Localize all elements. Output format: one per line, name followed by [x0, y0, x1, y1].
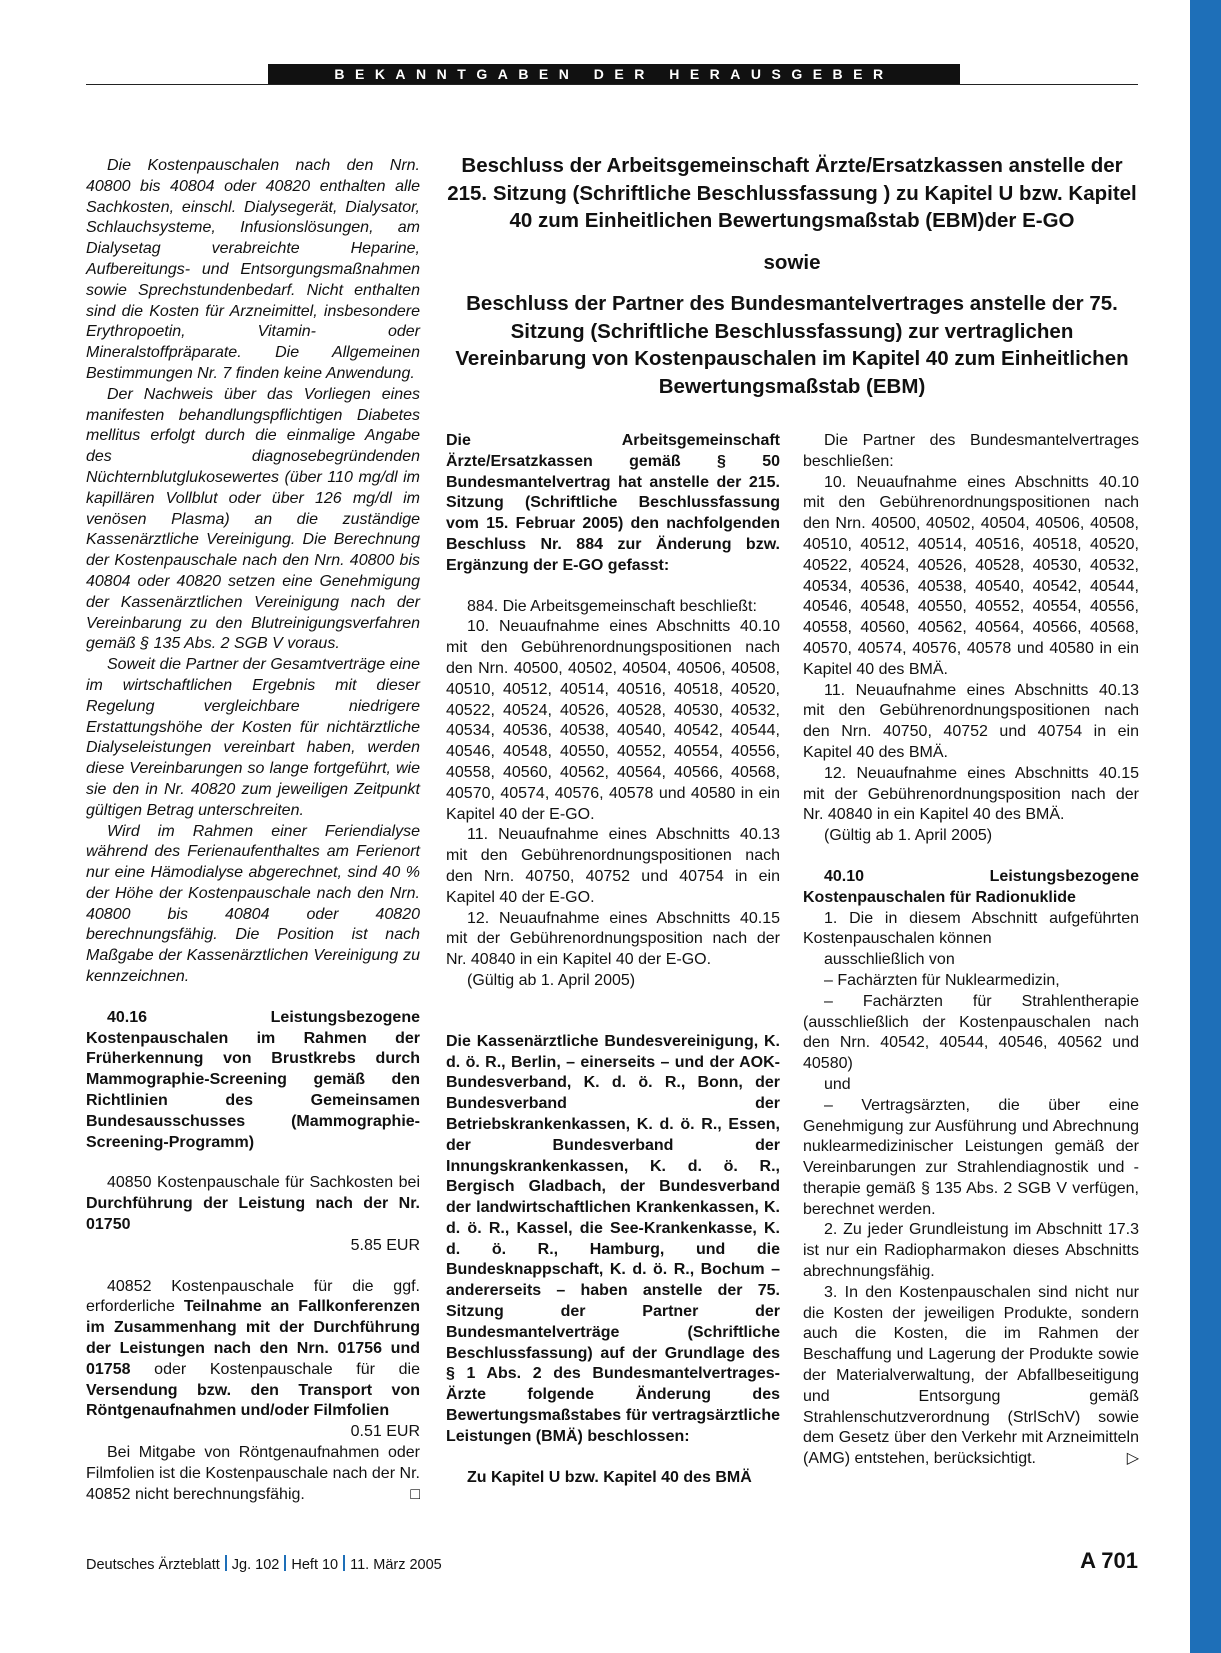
price-40852: 0.51 EUR	[350, 1423, 420, 1441]
page-footer	[86, 1548, 1138, 1577]
paragraph-gesamtvertraege: Soweit die Partner der Gesamtverträge eine im wirtschaftlichen Ergebnis mit dieser Regelung vergleichbare niedrigere Erstattungshöhe der Kosten für nichtärztliche Dialyseleistungen vereinbart haben, werden diese Vereinbarungen so lange fortgeführt, wie sie den in Nr. 40820 zum jeweiligen Zeitpunkt gültigen Betrag unterschreiten.	[86, 656, 420, 819]
title-sowie: sowie	[763, 250, 821, 274]
title-part-2: Beschluss der Partner des Bundesmantelvertrages anstelle der 75. Sitzung (Schriftliche Beschlussfassung) zur vertraglichen Vereinbarung von Kostenpauschalen im Kapitel 40 zum Einheitlichen Bewertungsmaßstab (EBM)	[455, 292, 1129, 398]
heading-40-10: 40.10 Leistungsbezogene Kostenpauschalen für Radionuklide	[803, 867, 1139, 906]
paragraph-intro-ag: Die Arbeitsgemeinschaft Ärzte/Ersatzkassen gemäß § 50 Bundesmantelvertrag hat anstelle der 215. Sitzung (Schriftliche Beschlussfassung vom 15. Februar 2005) den nachfolgenden Beschluss Nr. 884 zur Änderung bzw. Ergänzung der E-GO gefasst:	[446, 432, 780, 574]
list-und: und	[824, 1075, 851, 1093]
left-column	[86, 156, 420, 1505]
journal-volume: Jg. 102	[231, 1557, 280, 1573]
middle-column	[446, 431, 780, 1488]
paragraph-mitgabe: Bei Mitgabe von Röntgenaufnahmen oder Filmfolien ist die Kostenpauschale nach der Nr. 40852 nicht berechnungsfähig. □	[86, 1443, 420, 1505]
paragraph-feriendialyse: Wird im Rahmen einer Feriendialyse während des Ferienaufenthaltes am Ferienort nur eine Hämodialyse abgerechnet, sind 40 % der Höhe der Kostenpauschale nach den Nrn. 40800 bis 40804 oder 40820 berechnungsfähig. Die Position ist nach Maßgabe der Kassenärztlichen Vereinigung zu kennzeichnen.	[86, 822, 420, 986]
journal-date: 11. März 2005	[350, 1557, 442, 1573]
article-title	[446, 152, 1138, 400]
paragraph-nachweis: Der Nachweis über das Vorliegen eines manifesten behandlungspflichtigen Diabetes mellitus erfolgt durch die einmalige Angabe des diagnosebegründenden Nüchternblutglukosewertes (über 110 mg/dl im kapillären Vollblut oder über 126 mg/dl im venösen Plasma) an die zuständige Kassenärztliche Vereinigung. Die Berechnung der Kostenpauschale nach den Nrn. 40800 bis 40804 oder 40820 setzen eine Genehmigung der Kassenärztlichen Vereinigung nach der Vereinbarung zu den Blutreinigungsverfahren gemäß § 135 Abs. 2 SGB V voraus.	[86, 385, 420, 653]
page-number: A 701	[1080, 1548, 1138, 1573]
valid-date-bmae: (Gültig ab 1. April 2005)	[824, 827, 993, 845]
header-rule	[86, 84, 1138, 85]
end-mark: □	[410, 1485, 420, 1503]
continue-mark: ▷	[1126, 1450, 1139, 1468]
edge-color-bar	[1190, 0, 1221, 1653]
item-40850: 40850 Kostenpauschale für Sachkosten bei Durchführung der Leistung nach der Nr. 01750	[86, 1174, 420, 1234]
item-40852: 40852 Kostenpauschale für die ggf. erforderliche Teilnahme an Fallkonferenzen im Zusammenhang mit der Durchführung der Leistungen nach den Nrn. 01756 und 01758 oder Kostenpauschale für die Versendung bzw. den Transport von Röntgenaufnahmen und/oder Filmfolien	[86, 1277, 420, 1420]
journal-issue: Heft 10	[291, 1557, 339, 1573]
heading-zu-kapitel: Zu Kapitel U bzw. Kapitel 40 des BMÄ	[467, 1468, 752, 1486]
paragraph-10-ego: 10. Neuaufnahme eines Abschnitts 40.10 mit den Gebührenordnungspositionen nach den Nrn. 40500, 40502, 40504, 40506, 40508, 40510, 40512, 40514, 40516, 40518, 40520, 40522, 40524, 40526, 40528, 40530, 40532, 40534, 40536, 40538, 40540, 40542, 40544, 40546, 40548, 40550, 40552, 40554, 40556, 40558, 40560, 40562, 40564, 40566, 40568, 40570, 40574, 40576, 40578 und 40580 in ein Kapitel 40 der E-GO.	[446, 618, 780, 823]
title-part-1: Beschluss der Arbeitsgemeinschaft Ärzte/Ersatzkassen anstelle der 215. Sitzung (Schriftliche Beschlussfassung ) zu Kapitel U bzw. Kapitel 40 zum Einheitlichen Bewertungsmaßstab (EBM)der E-GO	[447, 154, 1137, 232]
list-nuklearmedizin: – Fachärzten für Nuklearmedizin,	[824, 971, 1060, 989]
paragraph-10-bmae: 10. Neuaufnahme eines Abschnitts 40.10 mit den Gebührenordnungspositionen nach den Nrn. 40500, 40502, 40504, 40506, 40508, 40510, 40512, 40514, 40516, 40518, 40520, 40522, 40524, 40526, 40528, 40530, 40532, 40534, 40536, 40538, 40540, 40542, 40544, 40546, 40548, 40550, 40552, 40554, 40556, 40558, 40560, 40562, 40564, 40566, 40568, 40570, 40574, 40576, 40578 und 40580 in ein Kapitel 40 des BMÄ.	[803, 473, 1139, 678]
valid-date-ego: (Gültig ab 1. April 2005)	[467, 971, 636, 989]
paragraph-kbv: Die Kassenärztliche Bundesvereinigung, K. d. ö. R., Berlin, – einerseits – und der AOK-Bundesverband, K. d. ö. R., Bonn, der Bundesverband der Betriebskrankenkassen, K. d. ö. R., Essen, der Bundesverband der Innungskrankenkassen, K. d. ö. R., Bergisch Gladbach, der Bundesverband der landwirtschaftlichen Krankenkassen, K. d. ö. R., Kassel, die See-Krankenkasse, K. d. ö. R., Hamburg, und die Bundesknappschaft, K. d. ö. R., Bochum – andererseits – haben anstelle der 75. Sitzung der Partner der Bundesmantelverträge (Schriftliche Beschlussfassung) auf der Grundlage des § 1 Abs. 2 des Bundesmantelvertrages-Ärzte folgende Änderung des Bewertungsmaßstabes für vertragsärztliche Leistungen (BMÄ) beschlossen:	[446, 1032, 780, 1445]
section-header: BEKANNTGABEN DER HERAUSGEBER	[268, 64, 960, 84]
journal-name: Deutsches Ärzteblatt	[86, 1557, 220, 1573]
paragraph-r2: 2. Zu jeder Grundleistung im Abschnitt 17.3 ist nur ein Radiopharmakon dieses Abschnitts abrechnungsfähig.	[803, 1221, 1139, 1281]
paragraph-r1b: ausschließlich von	[824, 951, 955, 969]
heading-40-16: 40.16 Leistungsbezogene Kostenpauschalen im Rahmen der Früherkennung von Brustkrebs durch Mammographie-Screening gemäß den Richtlinien des Gemeinsamen Bundesausschusses (Mammographie-Screening-Programm)	[86, 1008, 420, 1151]
right-column	[803, 431, 1139, 1470]
paragraph-12-ego: 12. Neuaufnahme eines Abschnitts 40.15 mit der Gebührenordnungsposition nach der Nr. 40840 in ein Kapitel 40 der E-GO.	[446, 909, 780, 969]
paragraph-884: 884. Die Arbeitsgemeinschaft beschließt:	[467, 597, 757, 615]
list-vertragsaerzte: – Vertragsärzten, die über eine Genehmigung zur Ausführung und Abrechnung nuklearmedizinischer Leistungen gemäß der Vereinbarungen zur Strahlendiagnostik und -therapie gemäß § 135 Abs. 2 SGB V verfügen, berechnet werden.	[803, 1096, 1139, 1218]
paragraph-intro-partner: Die Partner des Bundesmantelvertrages beschließen:	[803, 432, 1139, 470]
paragraph-12-bmae: 12. Neuaufnahme eines Abschnitts 40.15 mit der Gebührenordnungsposition nach der Nr. 40840 in ein Kapitel 40 des BMÄ.	[803, 764, 1139, 824]
paragraph-r1: 1. Die in diesem Abschnitt aufgeführten Kostenpauschalen können	[803, 909, 1139, 948]
paragraph-r3: 3. In den Kostenpauschalen sind nicht nur die Kosten der jeweiligen Produkte, sondern auch die Kosten, die im Rahmen der Beschaffung und Lagerung der Produkte sowie der Materialverwaltung, der Abfallbeseitigung und Entsorgung gemäß Strahlenschutzverordnung (StrlSchV) sowie dem Gesetz über den Verkehr mit Arzneimitteln (AMG) entstehen, berücksichtigt. ▷	[803, 1283, 1139, 1470]
paragraph-11-ego: 11. Neuaufnahme eines Abschnitts 40.13 mit den Gebührenordnungspositionen nach den Nrn. 40750, 40752 und 40754 in ein Kapitel 40 der E-GO.	[446, 826, 780, 906]
paragraph-kostenpauschalen: Die Kostenpauschalen nach den Nrn. 40800 bis 40804 oder 40820 enthalten alle Sachkosten, einschl. Dialysegerät, Dialysator, Schlauchsysteme, Infusionslösungen, am Dialysetag verabreichte Heparine, Aufbereitungs- und Entsorgungsmaßnahmen sowie Sprechstundenbedarf. Nicht enthalten sind die Kosten für Arzneimittel, insbesondere Erythropoetin, Vitamin- oder Mineralstoffpräparate. Die Allgemeinen Bestimmungen Nr. 7 finden keine Anwendung.	[86, 157, 420, 382]
list-strahlentherapie: – Fachärzten für Strahlentherapie (ausschließlich der Kostenpauschalen nach den Nrn. 40542, 40544, 40546, 40562 und 40580)	[803, 992, 1139, 1073]
price-40850: 5.85 EUR	[350, 1236, 420, 1254]
paragraph-11-bmae: 11. Neuaufnahme eines Abschnitts 40.13 mit den Gebührenordnungspositionen nach den Nrn. 40750, 40752 und 40754 in ein Kapitel 40 des BMÄ.	[803, 681, 1139, 761]
